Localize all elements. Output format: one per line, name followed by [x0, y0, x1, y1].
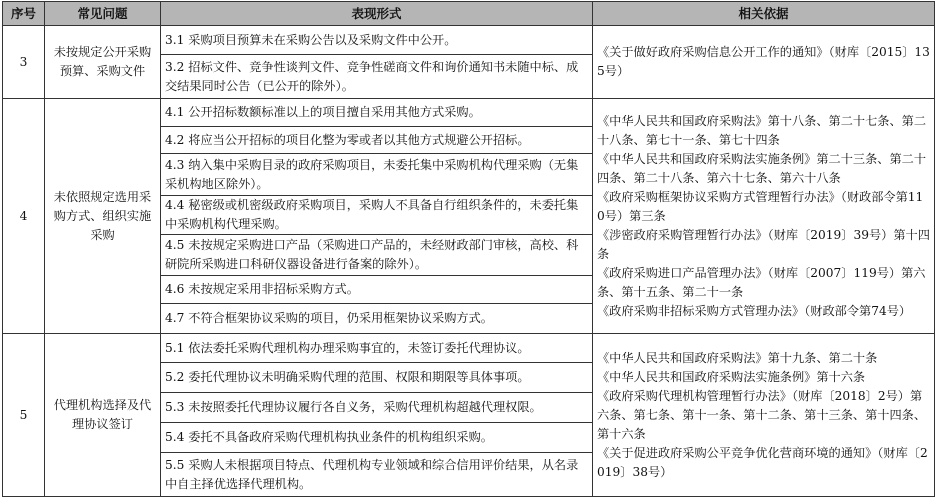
header-basis: 相关依据 — [593, 2, 935, 26]
table-row — [3, 26, 935, 55]
problem-cell: 代理机构选择及代理协议签订 — [45, 334, 161, 497]
seq-cell: 3 — [3, 26, 45, 99]
problem-cell: 未依照规定选用采购方式、组织实施采购 — [45, 99, 161, 334]
form-cell: 5.2 委托代理协议未明确采购代理的范围、权限和期限等具体事项。 — [161, 363, 593, 393]
form-cell: 5.1 依法委托采购代理机构办理采购事宜的，未签订委托代理协议。 — [161, 334, 593, 363]
header-seq: 序号 — [3, 2, 45, 26]
form-cell: 3.2 招标文件、竞争性谈判文件、竞争性磋商文件和询价通知书未随中标、成交结果同时公告（已公开的除外）。 — [161, 55, 593, 99]
form-cell: 5.5 采购人未根据项目特点、代理机构专业领域和综合信用评价结果，从名录中自主择优选择代理机构。 — [161, 453, 593, 497]
basis-cell: 《关于做好政府采购信息公开工作的通知》（财库〔2015〕135号） — [593, 26, 935, 99]
form-cell: 5.3 未按照委托代理协议履行各自义务，采购代理机构超越代理权限。 — [161, 393, 593, 423]
problem-cell: 未按规定公开采购预算、采购文件 — [45, 26, 161, 99]
seq-cell: 5 — [3, 334, 45, 497]
form-cell: 4.7 不符合框架协议采购的项目，仍采用框架协议采购方式。 — [161, 304, 593, 334]
form-cell: 4.6 未按规定采用非招标采购方式。 — [161, 276, 593, 304]
form-cell: 5.4 委托不具备政府采购代理机构执业条件的机构组织采购。 — [161, 423, 593, 453]
table-row — [3, 334, 935, 363]
basis-cell: 《中华人民共和国政府采购法》第十九条、第二十条 《中华人民共和国政府采购法实施条例》第十六条 《政府采购代理机构管理暂行办法》（财库〔2018〕2号）第六条、第七条、第十一条、第十二条、第十三条、第十四条、第十六条 《关于促进政府采购公平竞争优化营商环境的通知》（财库〔2019〕38号） — [593, 334, 935, 497]
header-row — [3, 2, 935, 26]
seq-cell: 4 — [3, 99, 45, 334]
header-problem: 常见问题 — [45, 2, 161, 26]
form-cell: 4.3 纳入集中采购目录的政府采购项目，未委托集中采购机构代理采购（无集采机构地区除外）。 — [161, 154, 593, 196]
table-row — [3, 99, 935, 127]
form-cell: 4.5 未按规定采购进口产品（采购进口产品的，未经财政部门审核，高校、科研院所采购进口科研仪器设备进行备案的除外）。 — [161, 235, 593, 276]
form-cell: 4.2 将应当公开招标的项目化整为零或者以其他方式规避公开招标。 — [161, 127, 593, 154]
form-cell: 4.1 公开招标数额标准以上的项目擅自采用其他方式采购。 — [161, 99, 593, 127]
regulation-table — [2, 1, 935, 497]
header-form: 表现形式 — [161, 2, 593, 26]
form-cell: 4.4 秘密级或机密级政府采购项目，采购人不具备自行组织条件的，未委托集中采购机构代理采购。 — [161, 196, 593, 235]
form-cell: 3.1 采购项目预算未在采购公告以及采购文件中公开。 — [161, 26, 593, 55]
basis-cell: 《中华人民共和国政府采购法》第十八条、第二十七条、第二十八条、第七十一条、第七十四条 《中华人民共和国政府采购法实施条例》第二十三条、第二十四条、第二十八条、第六十七条、第六十八条 《政府采购框架协议采购方式管理暂行办法》（财政部令第110号）第三条 《涉密政府采购管理暂行办法》（财库〔2019〕39号）第十四条 《政府采购进口产品管理办法》（财库〔2007〕119号）第六条、第十五条、第二十一条 《政府采购非招标采购方式管理办法》（财政部令第74号） — [593, 99, 935, 334]
